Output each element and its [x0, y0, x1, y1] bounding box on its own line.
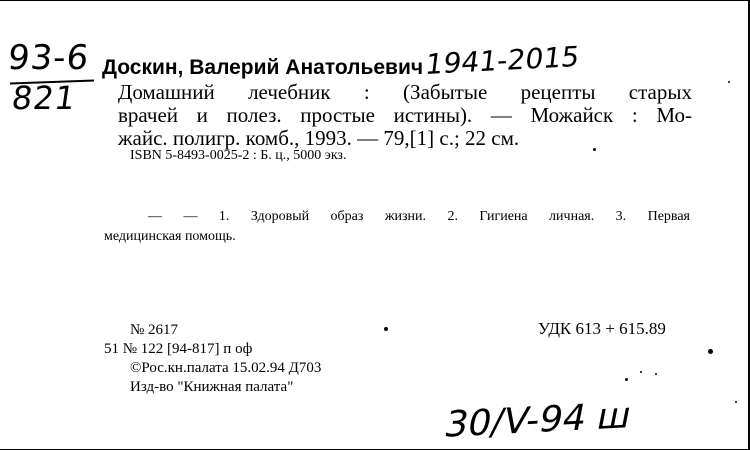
speck: [735, 401, 737, 403]
description-line: Домашний лечебник : (Забытые рецепты старых: [118, 80, 692, 104]
description-line: врачей и полез. простые истины). — Можайск : Мо-: [118, 103, 692, 127]
speck: [728, 81, 730, 83]
speck: [640, 371, 642, 373]
description-line: жайс. полигр. комб., 1993. — 79,[1] с.; 22 см.: [118, 126, 520, 150]
subject-line: медицинская помощь.: [104, 229, 236, 244]
isbn-line: ISBN 5-8493-0025-2 : Б. ц., 5000 экз.: [130, 148, 347, 163]
handwritten-years: 1941-2015: [423, 40, 582, 81]
record-number-2: 51 № 122 [94-817] п оф: [104, 341, 253, 357]
speck: [384, 327, 388, 331]
shelf-mark-bottom: 821: [9, 79, 79, 117]
copyright-line: ©Рос.кн.палата 15.02.94 Д703: [130, 360, 322, 376]
record-number: № 2617: [130, 322, 179, 338]
speck: [708, 349, 713, 354]
speck: [655, 373, 657, 375]
handwritten-date-text: 30/V-94 ш: [440, 395, 635, 446]
handwritten-date: [440, 395, 635, 446]
speck: [625, 378, 628, 381]
shelf-mark-top: 93-6: [5, 38, 92, 78]
author-heading: Доскин, Валерий Анатольевич: [102, 56, 424, 79]
subject-headings: [104, 207, 690, 247]
bibliographic-description: [118, 81, 692, 150]
publisher-line: Изд-во "Книжная палата": [130, 379, 294, 395]
subject-line: — — 1. Здоровый образ жизни. 2. Гигиена личная. 3. Первая: [148, 209, 690, 224]
speck: [593, 148, 596, 151]
udk-classification: УДК 613 + 615.89: [538, 319, 666, 338]
